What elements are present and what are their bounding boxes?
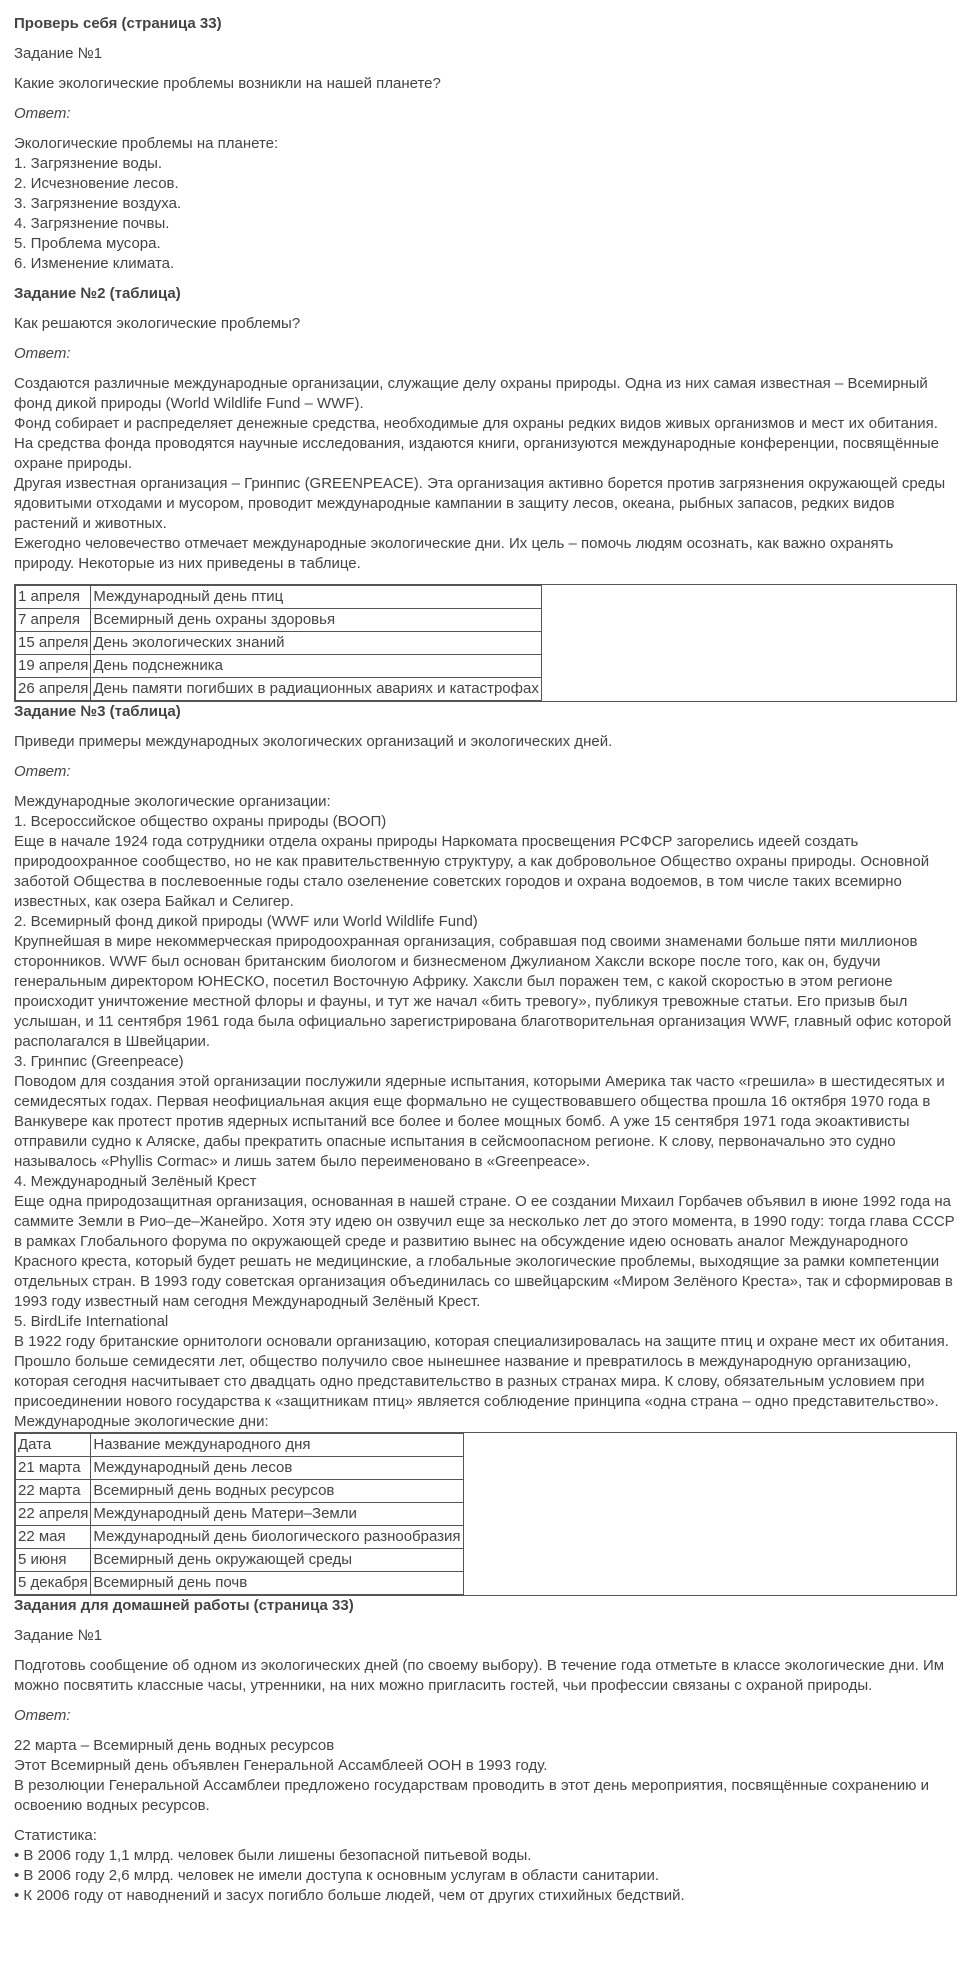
table-cell-date: 7 апреля: [16, 609, 91, 632]
table-row: [16, 1480, 464, 1503]
table-cell-name: Всемирный день окружающей среды: [91, 1549, 463, 1572]
table-cell-name: Международный день лесов: [91, 1457, 463, 1480]
intl-eco-days-table: [14, 1432, 957, 1596]
table-cell-name: День экологических знаний: [91, 632, 541, 655]
org-title: 3. Гринпис (Greenpeace): [14, 1053, 184, 1070]
stats-item: • В 2006 году 2,6 млрд. человек не имели доступа к основным услугам в области санитарии.: [14, 1867, 660, 1884]
task1-question: Какие экологические проблемы возникли на нашей планете?: [14, 75, 441, 92]
answer-line: В резолюции Генеральной Ассамблеи предложено государствам проводить в этот день мероприятия, посвящённые сохранению и освоению водных ресурсов.: [14, 1777, 929, 1814]
answer-line: Экологические проблемы на планете:: [14, 135, 279, 152]
org-title: 1. Всероссийское общество охраны природы (ВООП): [14, 813, 387, 830]
hw-task1-title: Задание №1: [14, 1627, 103, 1644]
table-cell-name: Всемирный день охраны здоровья: [91, 609, 541, 632]
table-cell-date: 22 мая: [16, 1526, 91, 1549]
eco-days-table: [14, 584, 957, 702]
org-description: В 1922 году британские орнитологи основали организацию, которая специализировалась на защите птиц и охране мест их обитания. Прошло больше семидесяти лет, общество получило свое нынешнее название и превратилось в международную организацию, которая сегодня насчитывает сто двадцать одно представительство в разных странах мира. К слову, обязательным условием при присоединении нового государства к «защитникам птиц» является соблюдение принципа «одна страна – одно представительство».: [14, 1333, 949, 1410]
table-header-row: [16, 1434, 464, 1457]
hw-task1-question: Подготовь сообщение об одном из экологических дней (по своему выбору). В течение года отметьте в классе экологические дни. Им можно посвятить классные часы, утренники, на них можно пригласить гостей, чьи профессии связаны с охраной природы.: [14, 1657, 945, 1694]
task2-title: Задание №2 (таблица): [14, 285, 181, 302]
table-cell-name: Всемирный день почв: [91, 1572, 463, 1595]
hw-task1-answer-label: Ответ:: [14, 1707, 71, 1724]
table-cell-date: 15 апреля: [16, 632, 91, 655]
answer-line: 2. Исчезновение лесов.: [14, 175, 179, 192]
table-cell-name: Международный день Матери–Земли: [91, 1503, 463, 1526]
stats-title: Статистика:: [14, 1827, 97, 1844]
table-cell-date: 26 апреля: [16, 678, 91, 701]
answer-line: Этот Всемирный день объявлен Генеральной Ассамблеей ООН в 1993 году.: [14, 1757, 548, 1774]
table-row: [16, 1526, 464, 1549]
table-row: [16, 1457, 464, 1480]
answer-paragraph: Другая известная организация – Гринпис (GREENPEACE). Эта организация активно борется против загрязнения окружающей среды ядовитыми отходами и мусором, проводит международные кампании в защиту лесов, океана, рыбных запасов, редких видов растений и животных.: [14, 475, 946, 532]
table-row: [16, 609, 542, 632]
table-header-name: Название международного дня: [91, 1434, 463, 1457]
table-cell-date: 19 апреля: [16, 655, 91, 678]
section-heading-homework: Задания для домашней работы (страница 33): [14, 1597, 354, 1614]
task1-answer-label: Ответ:: [14, 105, 71, 122]
table-cell-name: Международный день биологического разнообразия: [91, 1526, 463, 1549]
org-title: 4. Международный Зелёный Крест: [14, 1173, 257, 1190]
table-cell-name: Всемирный день водных ресурсов: [91, 1480, 463, 1503]
task2-answer: [14, 374, 957, 574]
hw-task1-answer: [14, 1736, 957, 1816]
table-cell-name: Международный день птиц: [91, 586, 541, 609]
task3-answer-label: Ответ:: [14, 763, 71, 780]
table-cell-date: 5 декабря: [16, 1572, 91, 1595]
org-description: Еще одна природозащитная организация, основанная в нашей стране. О ее создании Михаил Горбачев объявил в июне 1992 года на саммите Земли в Рио–де–Жанейро. Хотя эту идею он озвучил еще за несколько лет до этого момента, в 1990 году: тогда глава СССР в рамках Глобального форума по окружающей среде и развитию вынес на обсуждение идею основать аналог Международного Красного креста, который будет решать не медицинские, а глобальные экологические проблемы, выходящие за рамки компетенции отдельных стран. В 1993 году советская организация объединилась со швейцарским «Миром Зелёного Креста», так и сформировав в 1993 году известный нам сегодня Международный Зелёный Крест.: [14, 1193, 955, 1310]
table-cell-name: День подснежника: [91, 655, 541, 678]
table-cell-date: 5 июня: [16, 1549, 91, 1572]
table-cell-date: 22 марта: [16, 1480, 91, 1503]
answer-line: Международные экологические организации:: [14, 793, 331, 810]
answer-line: Международные экологические дни:: [14, 1413, 269, 1430]
table-cell-name: День памяти погибших в радиационных авариях и катастрофах: [91, 678, 541, 701]
table-row: [16, 655, 542, 678]
answer-line: 1. Загрязнение воды.: [14, 155, 163, 172]
stats-item: • В 2006 году 1,1 млрд. человек были лишены безопасной питьевой воды.: [14, 1847, 532, 1864]
table-header-date: Дата: [16, 1434, 91, 1457]
task1-title: Задание №1: [14, 45, 103, 62]
table-row: [16, 1549, 464, 1572]
task2-question: Как решаются экологические проблемы?: [14, 315, 301, 332]
org-title: 5. BirdLife International: [14, 1313, 169, 1330]
answer-paragraph: Создаются различные международные организации, служащие делу охраны природы. Одна из них самая известная – Всемирный фонд дикой природы (World Wildlife Fund – WWF).: [14, 375, 928, 412]
answer-paragraph: Ежегодно человечество отмечает международные экологические дни. Их цель – помочь людям осознать, как важно охранять природу. Некоторые из них приведены в таблице.: [14, 535, 894, 572]
org-description: Крупнейшая в мире некоммерческая природоохранная организация, собравшая под своими знаменами больше пяти миллионов сторонников. WWF был основан британским биологом и бизнесменом Джулианом Хаксли вскоре после того, как он, будучи генеральным директором ЮНЕСКО, посетил Восточную Африку. Хаксли был поражен тем, с какой скоростью в этом регионе происходит уничтожение местной флоры и фауны, и тут же начал «бить тревогу», публикуя тревожные статьи. Его призыв был услышан, и 11 сентября 1961 года была официально зарегистрирована благотворительная организация WWF, главный офис которой располагался в Швейцарии.: [14, 933, 952, 1050]
task3-answer: [14, 792, 957, 1432]
table-cell-date: 22 апреля: [16, 1503, 91, 1526]
section-heading-check: Проверь себя (страница 33): [14, 15, 222, 32]
table-cell-date: 21 марта: [16, 1457, 91, 1480]
task3-question: Приведи примеры международных экологических организаций и экологических дней.: [14, 733, 613, 750]
table-row: [16, 1572, 464, 1595]
table-row: [16, 586, 542, 609]
answer-line: 5. Проблема мусора.: [14, 235, 161, 252]
answer-paragraph: Фонд собирает и распределяет денежные средства, необходимые для охраны редких видов живых организмов и мест их обитания. На средства фонда проводятся научные исследования, издаются книги, организуются международные конференции, посвящённые охране природы.: [14, 415, 940, 472]
stats-item: • К 2006 году от наводнений и засух погибло больше людей, чем от других стихийных бедствий.: [14, 1887, 685, 1904]
answer-line: 3. Загрязнение воздуха.: [14, 195, 182, 212]
task3-title: Задание №3 (таблица): [14, 703, 181, 720]
table-cell-date: 1 апреля: [16, 586, 91, 609]
answer-line: 22 марта – Всемирный день водных ресурсов: [14, 1737, 335, 1754]
table-row: [16, 678, 542, 701]
table-row: [16, 1503, 464, 1526]
org-title: 2. Всемирный фонд дикой природы (WWF или World Wildlife Fund): [14, 913, 478, 930]
table-row: [16, 632, 542, 655]
answer-line: 4. Загрязнение почвы.: [14, 215, 170, 232]
task2-answer-label: Ответ:: [14, 345, 71, 362]
org-description: Поводом для создания этой организации послужили ядерные испытания, которыми Америка так часто «грешила» в шестидесятых и семидесятых годах. Первая неофициальная акция еще формально не существовавшего общества прошла 16 октября 1970 года в Ванкувере как протест против ядерных испытаний все более и более мощных бомб. А уже 15 сентября 1971 года экоактивисты отправили судно к Аляске, дабы прекратить опасные испытания в сейсмоопасном регионе. К слову, первоначально это судно называлось «Phyllis Cormac» и лишь затем было переименовано в «Greenpeace».: [14, 1073, 945, 1170]
hw-task1-stats: [14, 1826, 957, 1906]
answer-line: 6. Изменение климата.: [14, 255, 175, 272]
org-description: Еще в начале 1924 года сотрудники отдела охраны природы Наркомата просвещения РСФСР загорелись идеей создать природоохранное сообщество, но не как правительственную структуру, а как добровольное Общество охраны природы. Основной заботой Общества в послевоенные годы стало озеленение советских городов и охрана водоемов, в том числе таких всемирно известных, как озера Байкал и Селигер.: [14, 833, 930, 910]
task1-answer: [14, 134, 957, 274]
